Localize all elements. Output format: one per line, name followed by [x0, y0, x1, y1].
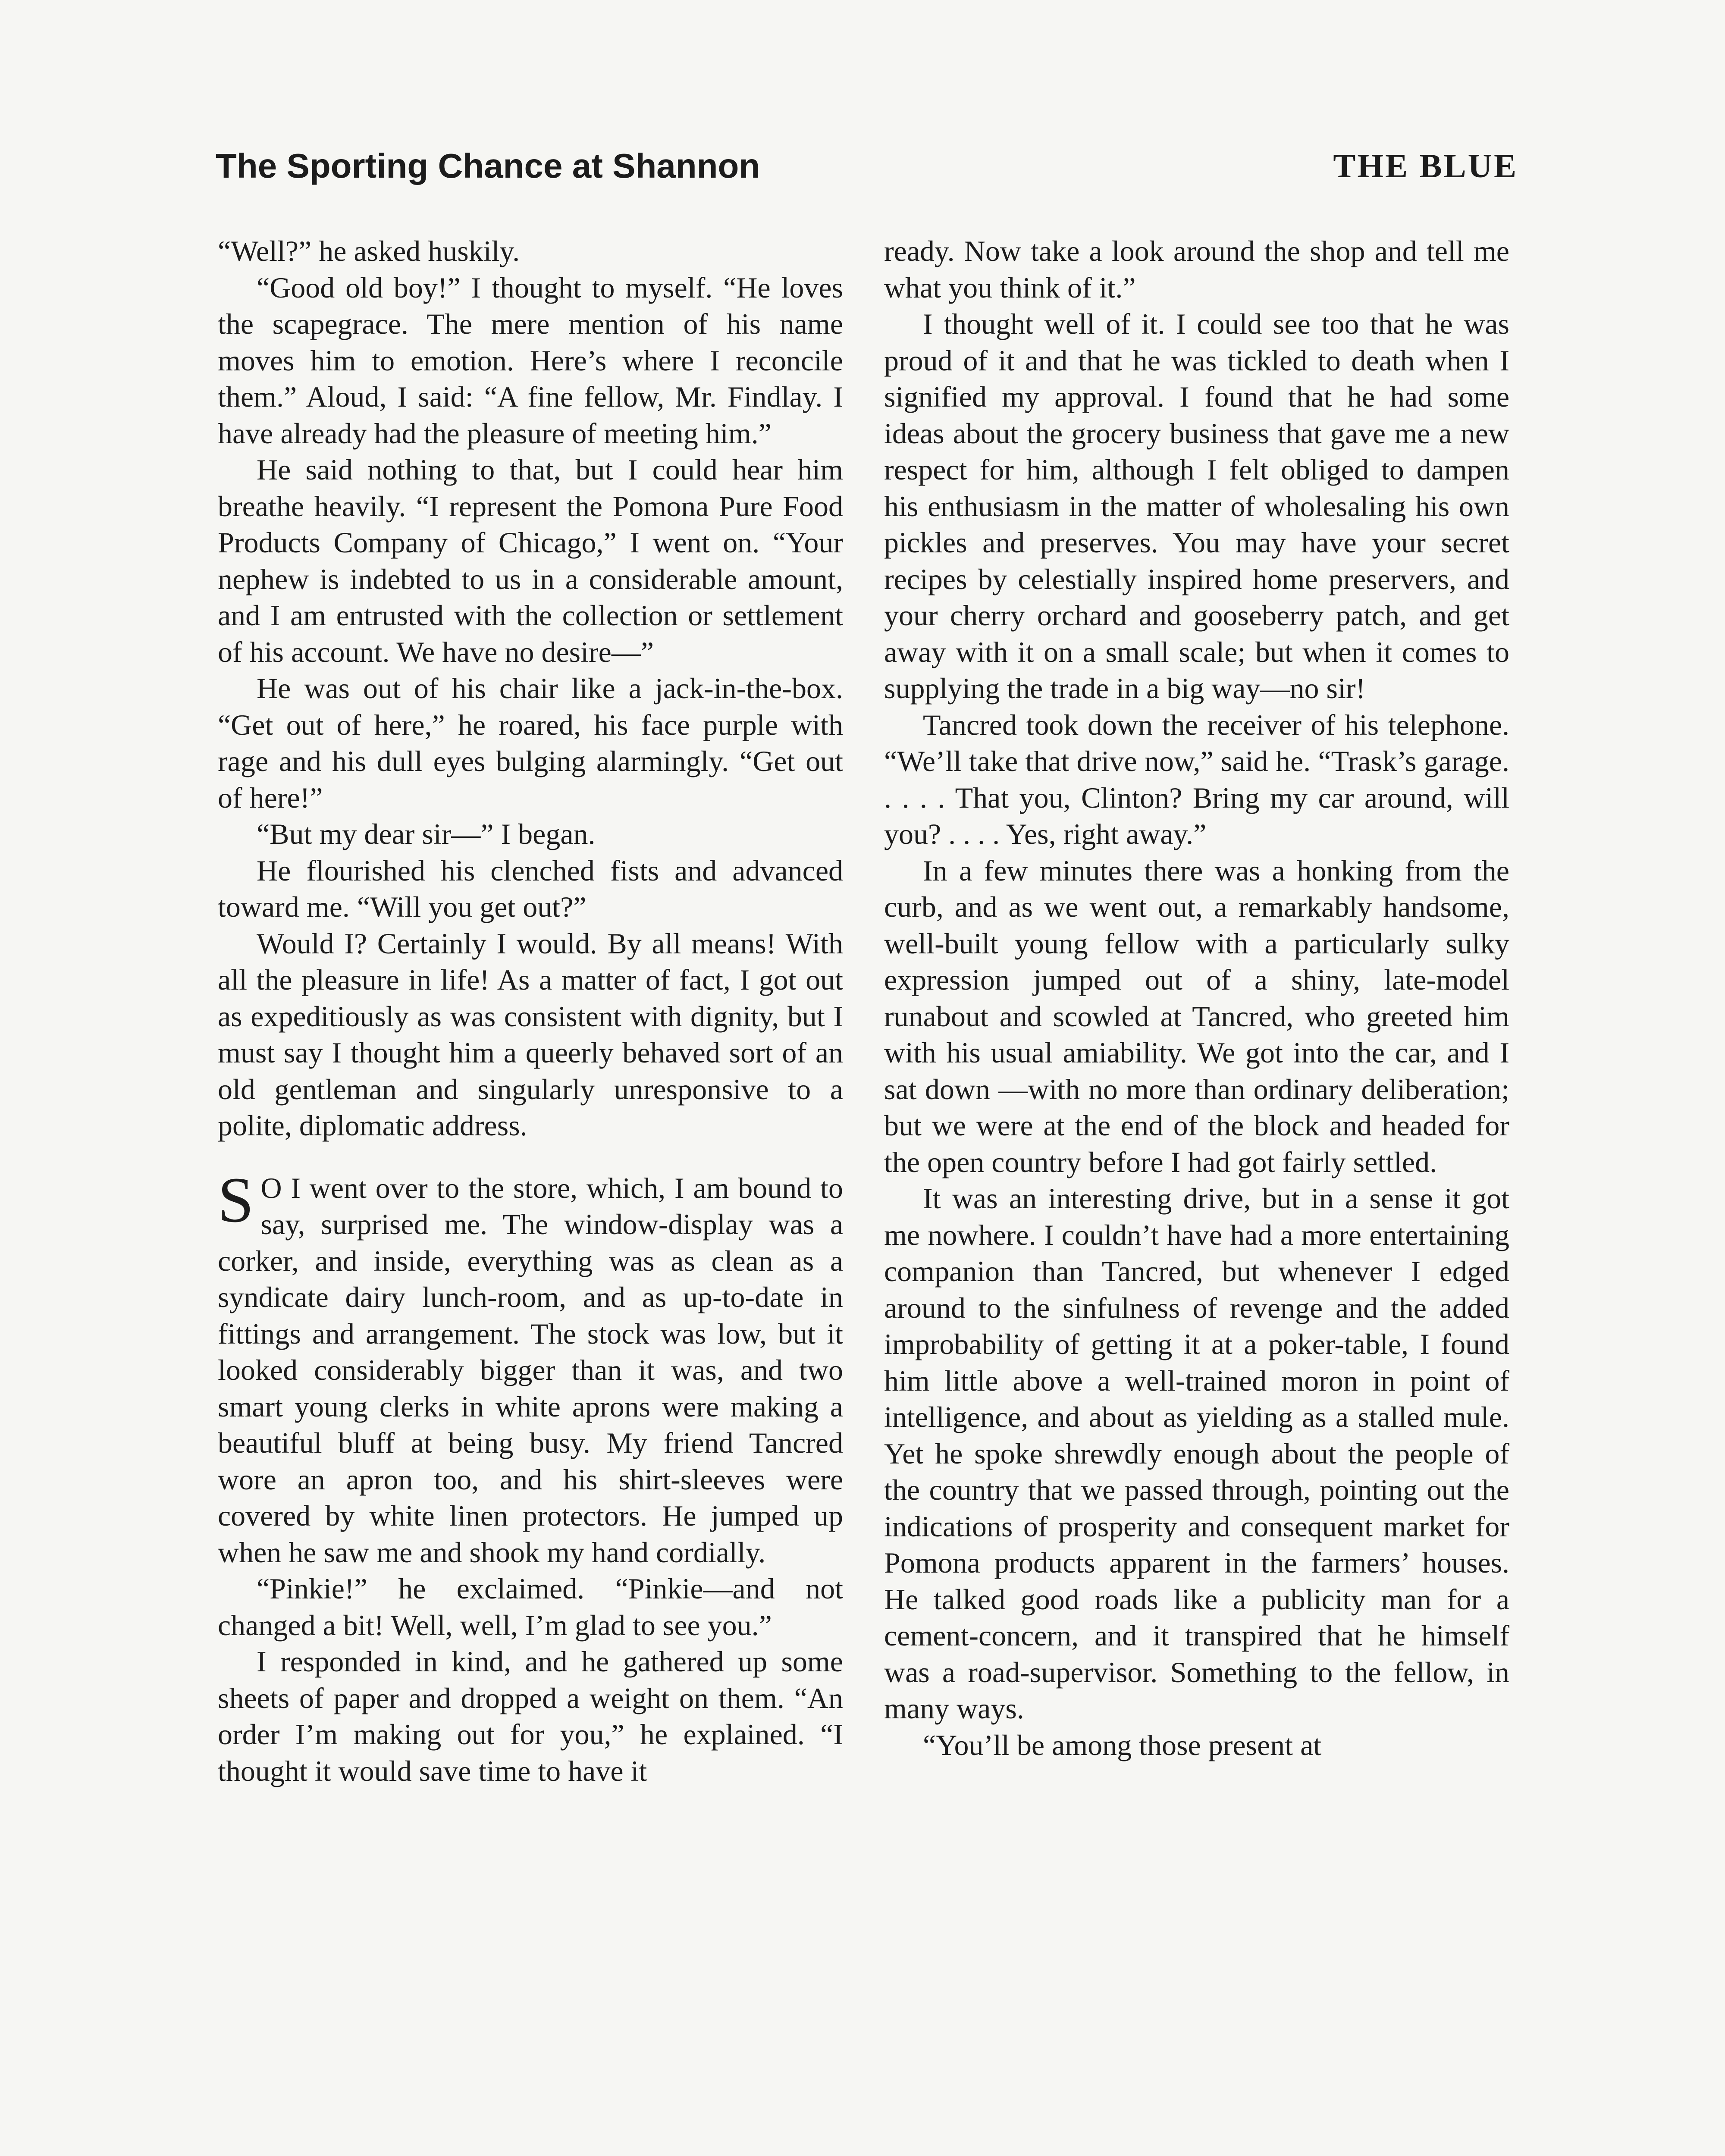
- paragraph: I thought well of it. I could see too that he was proud of it and that he was tickled to death when I signified my approval. I found that he had some ideas about the grocery business that gave me a new respect for him, although I felt obliged to dampen his enthusiasm in the matter of wholesaling his own pickles and preserves. You may have your secret recipes by celestially inspired home preservers, and your cherry orchard and gooseberry patch, and get away with it on a small scale; but when it comes to supplying the trade in a big way—no sir!: [884, 307, 1509, 705]
- left-column: [218, 233, 843, 2156]
- paragraph: Would I? Certainly I would. By all means! With all the pleasure in life! As a matter of fact, I got out as expeditiously as was consistent with dignity, but I must say I thought him a queerly behaved sort of an old gentleman and singularly unresponsive to a polite, diplomatic address.: [218, 927, 843, 1142]
- section-opening-paragraph: [218, 1164, 843, 1571]
- drop-cap: S: [218, 1164, 254, 1236]
- paragraph: He was out of his chair like a jack-in-the-box. “Get out of here,” he roared, his face purple with rage and his dull eyes bulging alarmingly. “Get out of here!”: [218, 672, 843, 814]
- section-opening-text: O I went over to the store, which, I am bound to say, surprised me. The window-display was a corker, and inside, everything was as clean as a syndicate dairy lunch-room, and as up-to-date in fittings and arrangement. The stock was low, but it looked considerably bigger than it was, and two smart young clerks in white aprons were making a beautiful bluff at being busy. My friend Tancred wore an apron too, and his shirt-sleeves were covered by white linen protectors. He jumped up when he saw me and shook my hand cordially.: [218, 1171, 843, 1569]
- paragraph: Tancred took down the receiver of his telephone. “We’ll take that drive now,” said he. “Trask’s garage. . . . . That you, Clinton? Bring my car around, will you? . . . . Yes, right away.”: [884, 708, 1509, 850]
- magazine-name: THE BLUE: [1333, 147, 1518, 185]
- paragraph: “But my dear sir—” I began.: [257, 818, 596, 850]
- paragraph: “Well?” he asked huskily.: [218, 235, 520, 267]
- running-header: [216, 142, 1518, 194]
- continued-paragraph: ready. Now take a look around the shop and tell me what you think of it.”: [884, 235, 1509, 304]
- paragraph: It was an interesting drive, but in a sense it got me nowhere. I couldn’t have had a more entertaining companion than Tancred, but whenever I edged around to the sinfulness of revenge and the added improbability of getting it at a poker-table, I found him little above a well-trained moron in point of intelligence, and about as yielding as a stalled mule. Yet he spoke shrewdly enough about the people of the country that we passed through, pointing out the indications of prosperity and consequent market for Pomona products apparent in the farmers’ houses. He talked good roads like a publicity man for a cement-concern, and it transpired that he himself was a road-supervisor. Something to the fellow, in many ways.: [884, 1182, 1509, 1725]
- paragraph: I responded in kind, and he gathered up some sheets of paper and dropped a weight on them. “An order I’m making out for you,” he explained. “I thought it would save time to have it: [218, 1645, 843, 1787]
- paragraph: “Good old boy!” I thought to myself. “He loves the scapegrace. The mere mention of his name moves him to emotion. Here’s where I reconcile them.” Aloud, I said: “A fine fellow, Mr. Findlay. I have already had the pleasure of meeting him.”: [218, 271, 843, 450]
- paragraph: In a few minutes there was a honking from the curb, and as we went out, a remarkably handsome, well-built young fellow with a particularly sulky expression jumped out of a shiny, late-model runabout and scowled at Tancred, who greeted him with his usual amiability. We got into the car, and I sat down —with no more than ordinary deliberation; but we were at the end of the block and headed for the open country before I had got fairly settled.: [884, 854, 1509, 1178]
- right-column: [884, 233, 1509, 2156]
- paragraph: He flourished his clenched fists and advanced toward me. “Will you get out?”: [218, 854, 843, 923]
- story-title: The Sporting Chance at Shannon: [216, 147, 760, 185]
- paragraph: He said nothing to that, but I could hear him breathe heavily. “I represent the Pomona Pure Food Products Company of Chicago,” I went on. “Your nephew is indebted to us in a considerable amount, and I am entrusted with the collection or settlement of his account. We have no desire—”: [218, 453, 843, 668]
- paragraph: “You’ll be among those present at: [923, 1728, 1322, 1761]
- paragraph: “Pinkie!” he exclaimed. “Pinkie—and not changed a bit! Well, well, I’m glad to see you.”: [218, 1572, 843, 1642]
